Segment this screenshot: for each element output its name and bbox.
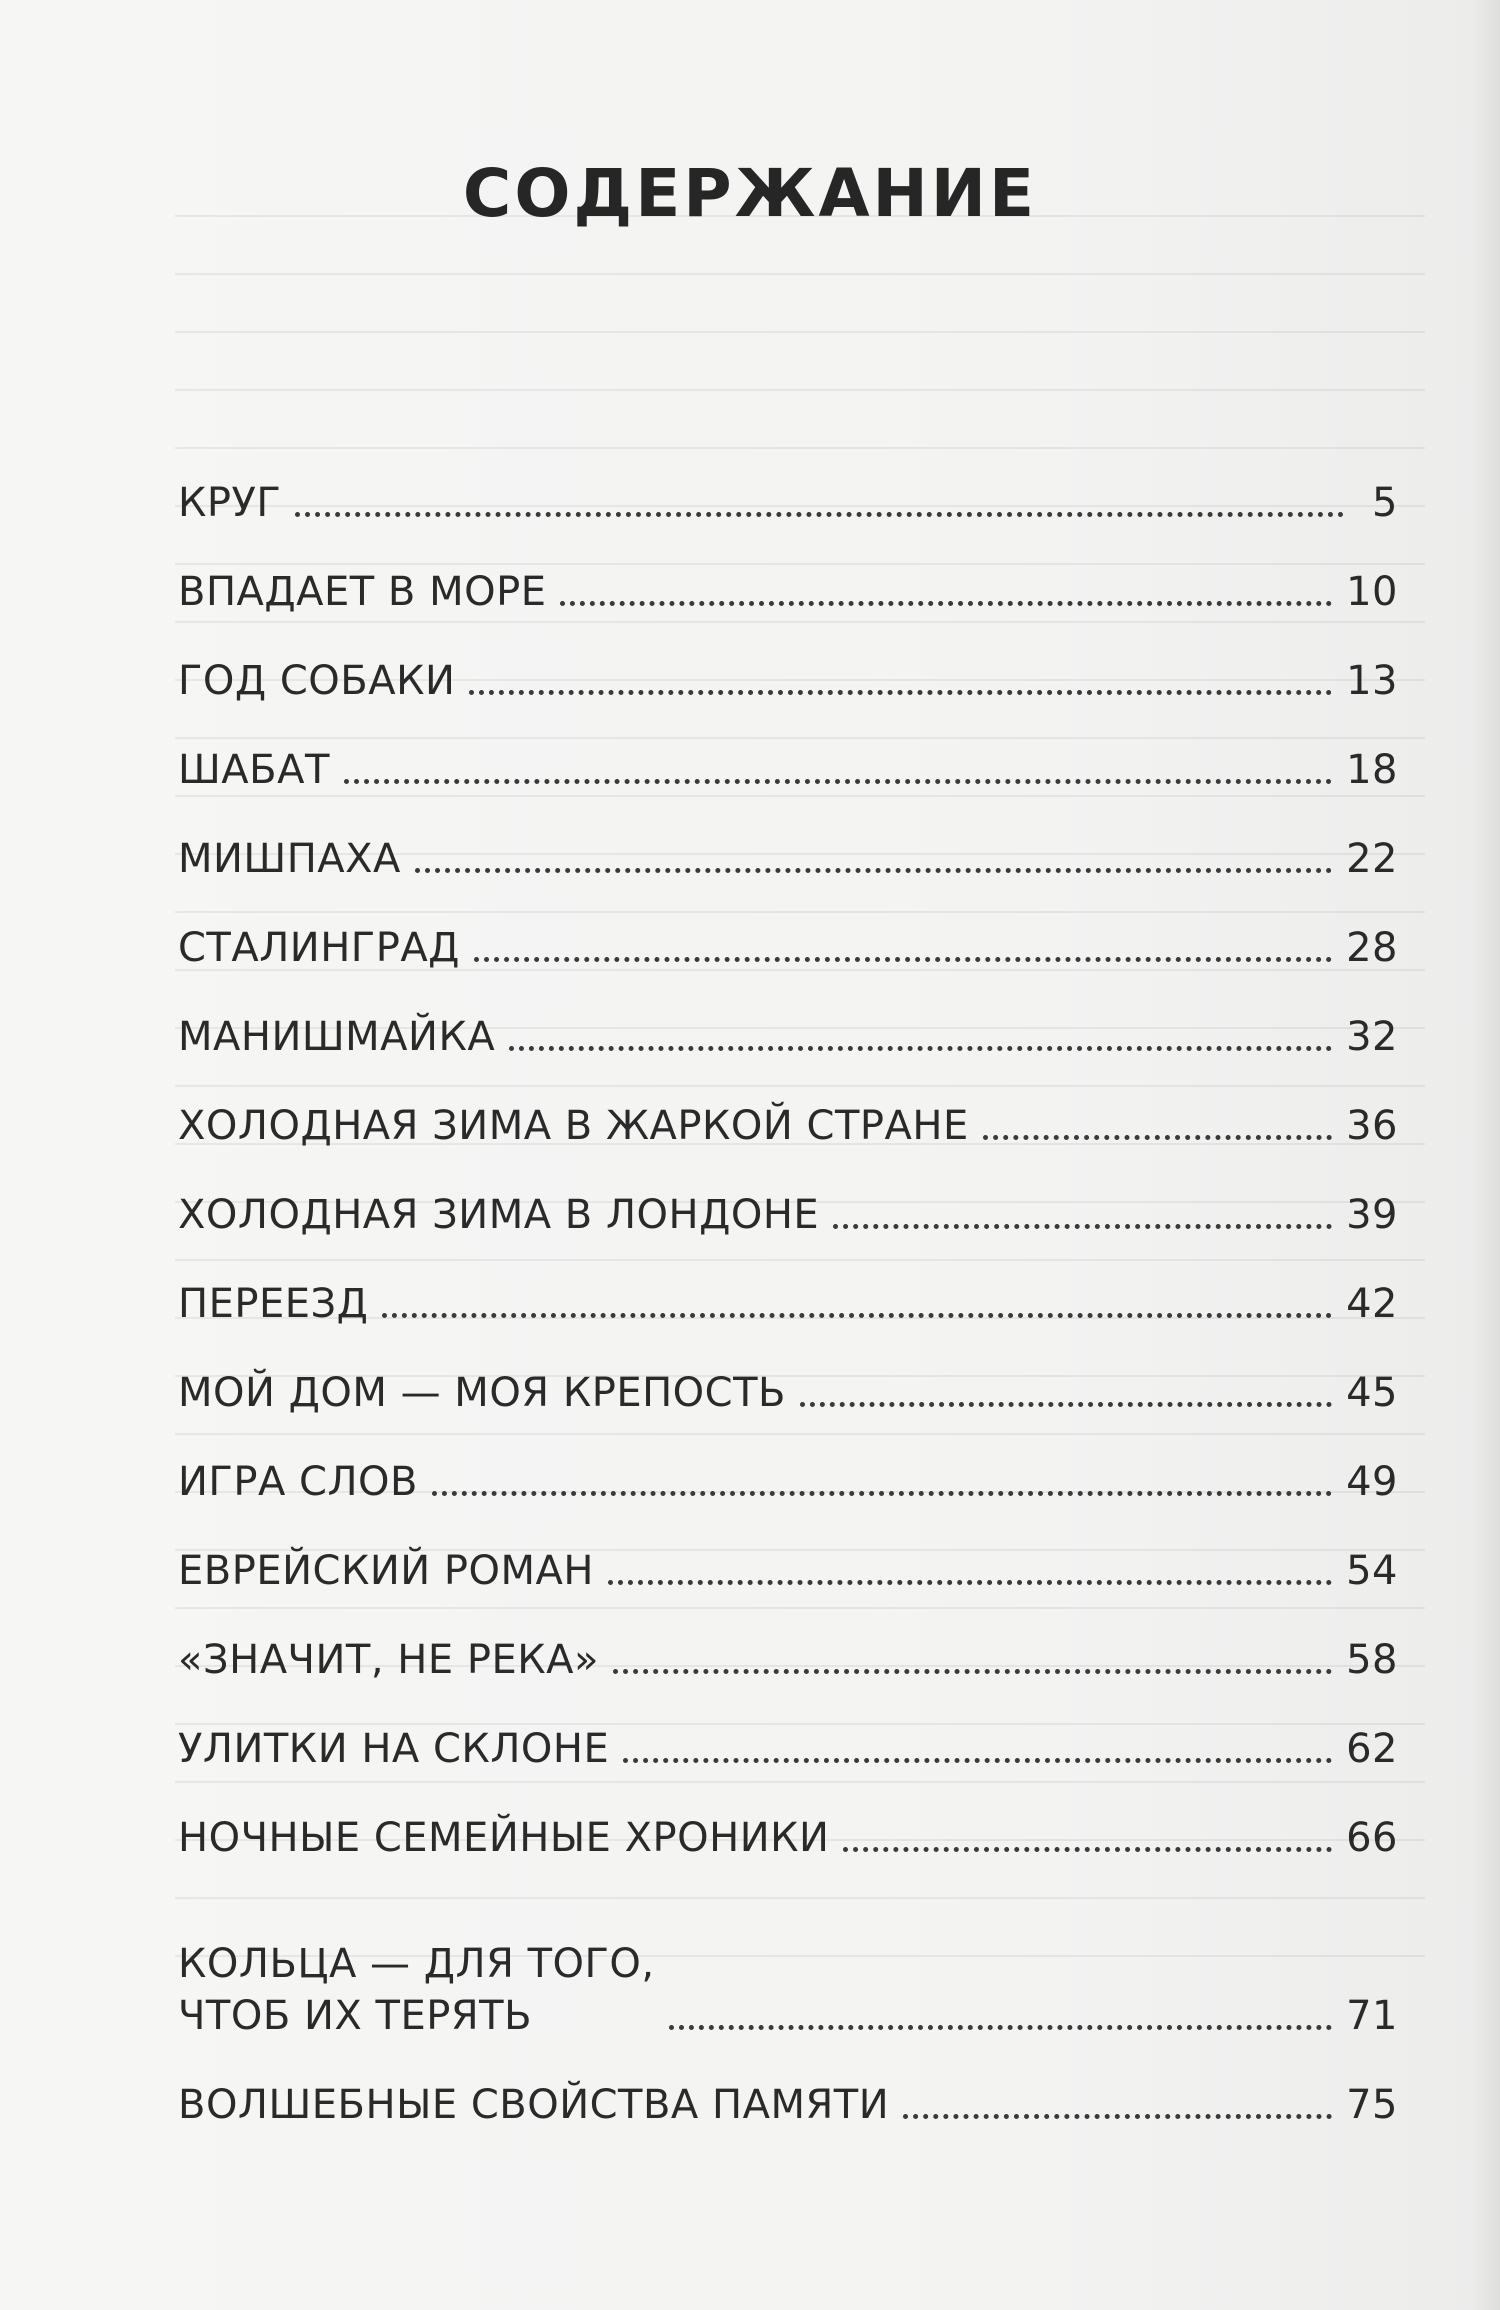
toc-entry xyxy=(178,885,1398,974)
toc-entry xyxy=(178,1419,1398,1508)
toc-entry xyxy=(178,618,1398,707)
toc-entry-page: 32 xyxy=(1346,1014,1398,1060)
toc-entry-title: СТАЛИНГРАД xyxy=(178,925,460,971)
toc-entry-page: 71 xyxy=(1346,1993,1398,2039)
dot-leader xyxy=(608,1580,1332,1585)
table-of-contents xyxy=(178,440,1398,2131)
page-edge-shadow xyxy=(1470,0,1500,2310)
dot-leader xyxy=(509,1046,1332,1051)
dot-leader xyxy=(469,690,1332,695)
toc-entry-page: 13 xyxy=(1346,658,1398,704)
dot-leader xyxy=(560,601,1332,606)
dot-leader xyxy=(903,2114,1332,2119)
toc-entry-page: 62 xyxy=(1346,1726,1398,1772)
toc-entry-title: МОЙ ДОМ — МОЯ КРЕПОСТЬ xyxy=(178,1370,786,1416)
dot-leader xyxy=(415,868,1332,873)
toc-entry-page: 28 xyxy=(1346,925,1398,971)
toc-entry xyxy=(178,1775,1398,1864)
toc-entry xyxy=(178,1152,1398,1241)
toc-entry-page: 49 xyxy=(1346,1459,1398,1505)
toc-entry-title: НОЧНЫЕ СЕМЕЙНЫЕ ХРОНИКИ xyxy=(178,1815,830,1861)
toc-entry xyxy=(178,1241,1398,1330)
page-title: СОДЕРЖАНИЕ xyxy=(462,155,1038,232)
toc-entry xyxy=(178,1597,1398,1686)
toc-entry-title: ХОЛОДНАЯ ЗИМА В ЖАРКОЙ СТРАНЕ xyxy=(178,1103,969,1149)
dot-leader xyxy=(833,1224,1332,1229)
toc-entry xyxy=(178,707,1398,796)
toc-entry-page: 75 xyxy=(1346,2082,1398,2128)
dot-leader xyxy=(669,2025,1332,2030)
toc-entry xyxy=(178,974,1398,1063)
toc-entry xyxy=(178,440,1398,529)
toc-entry-title: КОЛЬЦА — ДЛЯ ТОГО, ЧТОБ ИХ ТЕРЯТЬ xyxy=(178,1941,655,2039)
toc-entry-page: 22 xyxy=(1346,836,1398,882)
toc-entry-title: ВПАДАЕТ В МОРЕ xyxy=(178,569,547,615)
toc-entry-title: МИШПАХА xyxy=(178,836,401,882)
toc-entry-title: ШАБАТ xyxy=(178,747,330,793)
toc-entry xyxy=(178,1686,1398,1775)
toc-entry xyxy=(178,1864,1398,2042)
dot-leader xyxy=(295,512,1344,517)
dot-leader xyxy=(843,1847,1332,1852)
dot-leader xyxy=(432,1491,1332,1496)
toc-entry-page: 45 xyxy=(1346,1370,1398,1416)
toc-entry-title: МАНИШМАЙКА xyxy=(178,1014,496,1060)
toc-entry-title: ХОЛОДНАЯ ЗИМА В ЛОНДОНЕ xyxy=(178,1192,820,1238)
toc-entry-page: 18 xyxy=(1346,747,1398,793)
toc-entry-title: ЕВРЕЙСКИЙ РОМАН xyxy=(178,1548,594,1594)
toc-entry-title: «ЗНАЧИТ, НЕ РЕКА» xyxy=(178,1637,599,1683)
toc-entry xyxy=(178,2042,1398,2131)
toc-entry-page: 36 xyxy=(1346,1103,1398,1149)
toc-entry-title: ИГРА СЛОВ xyxy=(178,1459,418,1505)
toc-entry-title: УЛИТКИ НА СКЛОНЕ xyxy=(178,1726,610,1772)
toc-entry-page: 39 xyxy=(1346,1192,1398,1238)
toc-entry-page: 58 xyxy=(1346,1637,1398,1683)
toc-entry-page: 54 xyxy=(1346,1548,1398,1594)
toc-entry-title: ГОД СОБАКИ xyxy=(178,658,456,704)
toc-entry xyxy=(178,529,1398,618)
toc-entry-title: ВОЛШЕБНЫЕ СВОЙСТВА ПАМЯТИ xyxy=(178,2082,890,2128)
toc-entry xyxy=(178,1508,1398,1597)
dot-leader xyxy=(623,1758,1332,1763)
toc-entry xyxy=(178,1063,1398,1152)
toc-entry-page: 5 xyxy=(1372,480,1398,526)
dot-leader xyxy=(613,1669,1332,1674)
toc-entry-title: ПЕРЕЕЗД xyxy=(178,1281,369,1327)
toc-entry-title: КРУГ xyxy=(178,480,282,526)
dot-leader xyxy=(800,1402,1332,1407)
toc-entry-page: 42 xyxy=(1346,1281,1398,1327)
toc-entry-page: 10 xyxy=(1346,569,1398,615)
dot-leader xyxy=(983,1135,1332,1140)
dot-leader xyxy=(344,779,1332,784)
dot-leader xyxy=(474,957,1332,962)
toc-entry xyxy=(178,1330,1398,1419)
toc-entry xyxy=(178,796,1398,885)
toc-entry-page: 66 xyxy=(1346,1815,1398,1861)
dot-leader xyxy=(382,1313,1332,1318)
